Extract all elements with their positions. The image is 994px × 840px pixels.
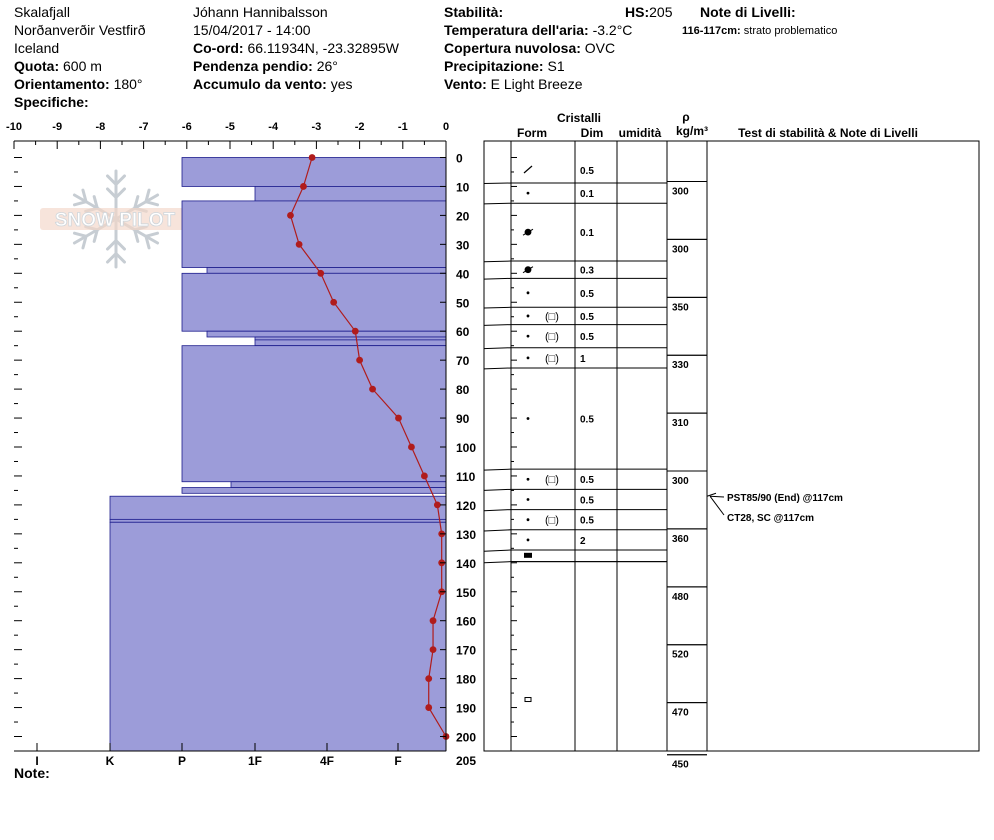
tests-header: Test di stabilità & Note di Livelli: [738, 126, 918, 140]
layer-note-label: 116-117cm:: [682, 25, 741, 37]
temp-point: [287, 212, 294, 219]
hardness-bars: [110, 158, 446, 751]
hardness-tick-label: F: [394, 753, 402, 768]
density-value: 520: [672, 649, 689, 661]
depth-tick-label: 20: [456, 209, 470, 224]
form-rounded-symbol: [527, 478, 530, 481]
form-rounded-symbol: [527, 417, 530, 420]
depth-tick-label: 30: [456, 238, 470, 253]
precip-value: S1: [547, 58, 565, 74]
watermark-text: SNOW PILOT: [54, 210, 176, 231]
temp-tick-label: -10: [6, 121, 22, 133]
country-name: Iceland: [14, 40, 60, 56]
density-value: 450: [672, 759, 689, 771]
temp-point: [421, 473, 428, 480]
air-temp-value: -3.2°C: [592, 22, 633, 38]
test-pointer: [710, 496, 724, 515]
coords-value: 66.11934N, -23.32895W: [247, 40, 399, 56]
temp-point: [430, 617, 437, 624]
layer-size: 2: [580, 535, 586, 547]
layer-connector: [484, 261, 511, 262]
form-rounded-symbol: [527, 539, 530, 542]
layer-size: 0.5: [580, 332, 594, 344]
temp-tick-label: -9: [52, 121, 63, 133]
depth-tick-label: 50: [456, 296, 470, 311]
layer-size: 0.1: [580, 228, 594, 240]
form-rounded-symbol: [527, 518, 530, 521]
temp-point: [352, 328, 359, 335]
form-crust-symbol: [525, 698, 531, 702]
layer-connector: [484, 307, 511, 308]
temp-point: [369, 386, 376, 393]
density-value: 300: [672, 476, 689, 488]
hardness-bar: [231, 482, 446, 488]
hardness-bar: [207, 331, 446, 337]
hardness-bar: [182, 201, 446, 268]
form-rounded-symbol: [527, 498, 530, 501]
depth-tick-label: 205: [456, 753, 477, 768]
depth-tick-label: 110: [456, 469, 476, 484]
hardness-bar: [182, 273, 446, 331]
stability-label: Stabilità:: [444, 4, 504, 20]
hardness-bar: [255, 337, 446, 340]
site-name: Skalafjall: [14, 4, 71, 20]
elevation-label: Quota:: [14, 58, 60, 74]
hardness-tick-label: K: [105, 753, 115, 768]
form-ice-symbol: [524, 553, 532, 558]
flake-branch: [74, 233, 86, 236]
form-precip-symbol: [524, 166, 532, 173]
notes-title-text: Note di Livelli:: [700, 4, 796, 20]
temp-point: [296, 241, 303, 248]
density-unit: kg/m³: [675, 124, 709, 138]
aspect-value: 180°: [113, 76, 143, 92]
hardness-bar: [207, 268, 446, 274]
hardness-bar: [110, 522, 446, 751]
layer-connector: [484, 510, 511, 511]
density-symbol: ρ: [682, 110, 690, 124]
temp-point: [395, 415, 402, 422]
hardness-bar: [255, 186, 446, 200]
slope-value: 26°: [316, 58, 338, 74]
density-value: 350: [672, 302, 689, 314]
hardness-tick-label: I: [35, 753, 39, 768]
temp-point: [356, 357, 363, 364]
size-header: Dim: [580, 126, 604, 140]
snowpilot-watermark: [40, 171, 190, 267]
form-header: Form: [517, 126, 547, 140]
flake-branch: [146, 233, 158, 236]
hardness-bar: [182, 488, 446, 494]
temp-point: [317, 270, 324, 277]
temp-point: [425, 704, 432, 711]
hardness-tick-label: 1F: [247, 753, 263, 768]
depth-tick-label: 180: [456, 672, 477, 687]
depth-tick-label: 100: [456, 441, 477, 455]
hardness-bar: [182, 346, 446, 482]
layer-connector: [484, 183, 511, 184]
stability-test-label: PST85/90 (End) @117cm: [727, 493, 843, 504]
test-arrow: [707, 493, 716, 496]
depth-tick-label: 140: [456, 556, 477, 571]
layer-size: 0.1: [580, 189, 594, 201]
hardness-tick-label: P: [177, 753, 187, 768]
wind-value: E Light Breeze: [490, 76, 583, 92]
observer-name: Jóhann Hannibalsson: [193, 4, 328, 20]
temp-point: [434, 502, 441, 509]
form-rounded-symbol: [527, 356, 530, 359]
density-value: 330: [672, 360, 689, 372]
density-value: 470: [672, 707, 689, 719]
depth-tick-label: 80: [456, 383, 470, 398]
depth-tick-label: 170: [456, 643, 477, 658]
wind-load-label: Accumulo da vento:: [193, 76, 327, 92]
hardness-bar: [255, 340, 446, 346]
hs-value: 205: [649, 4, 673, 20]
layer-connector: [484, 550, 511, 551]
layer-size: 0.5: [580, 311, 594, 323]
air-temp-label: Temperatura dell'aria:: [444, 22, 589, 38]
depth-tick-label: 90: [456, 412, 470, 427]
depth-tick-label: 70: [456, 354, 470, 369]
temp-tick-label: -7: [138, 121, 149, 133]
depth-tick-label: 150: [456, 585, 477, 600]
hardness-bar: [110, 496, 446, 519]
table-frame: [484, 141, 979, 751]
temp-tick-label: -5: [225, 121, 235, 133]
hs-label: HS:: [625, 4, 650, 20]
layer-connector: [484, 325, 511, 326]
layer-connector: [484, 278, 511, 279]
layer-size: 0.5: [580, 166, 594, 178]
stability-test-label: CT28, SC @117cm: [727, 513, 815, 524]
form-rounded-symbol: [527, 315, 530, 318]
flake-branch: [146, 202, 158, 205]
temp-tick-label: -4: [268, 121, 279, 133]
layer-connector: [484, 368, 511, 369]
test-pointer: [710, 496, 724, 497]
sky-label: Copertura nuvolosa:: [444, 40, 581, 56]
region-name: Norðanverðir Vestfirð: [14, 22, 146, 38]
layer-size: 0.5: [580, 288, 594, 300]
temp-tick-label: -6: [181, 121, 192, 133]
layer-size: 0.5: [580, 495, 594, 507]
hardness-bar: [182, 158, 446, 187]
depth-tick-label: 60: [456, 325, 470, 340]
layer-connector: [484, 469, 511, 470]
form-rounded-symbol: [527, 291, 530, 294]
density-value: 310: [672, 418, 689, 430]
wind-label: Vento:: [444, 76, 487, 92]
temp-point: [300, 183, 307, 190]
slope-label: Pendenza pendio:: [193, 58, 313, 74]
temp-point: [430, 646, 437, 653]
layer-size: 0.5: [580, 475, 594, 487]
layer-size: 0.5: [580, 414, 594, 426]
depth-tick-label: 120: [456, 498, 477, 513]
temp-tick-label: -3: [311, 121, 322, 133]
layer-size: 0.3: [580, 265, 594, 277]
sky-value: OVC: [584, 40, 616, 56]
layer-connector: [484, 203, 511, 204]
crystals-header: Cristalli: [556, 111, 602, 125]
depth-tick-label: 160: [456, 614, 477, 629]
specifics-label: Specifiche:: [14, 94, 89, 110]
form-rounded-symbol: [527, 192, 530, 195]
temp-point: [425, 675, 432, 682]
form-faceting-symbol: (□): [545, 352, 559, 365]
datetime: 15/04/2017 - 14:00: [193, 22, 311, 38]
temp-tick-label: -1: [397, 121, 408, 133]
layer-connector: [484, 562, 511, 563]
layer-table: [484, 110, 979, 771]
temp-point: [408, 444, 415, 451]
hardness-bar: [110, 519, 446, 522]
depth-tick-label: 190: [456, 701, 477, 716]
form-faceting-symbol: (□): [545, 514, 559, 527]
wind-load-value: yes: [330, 76, 353, 92]
layer-size: 1: [580, 353, 586, 365]
layer-connector: [484, 348, 511, 349]
hardness-tick-label: 4F: [319, 753, 335, 768]
elevation-value: 600 m: [63, 58, 102, 74]
note-label: Note:: [14, 765, 50, 781]
density-value: 360: [672, 533, 689, 545]
depth-tick-label: 40: [456, 267, 470, 282]
layer-size: 0.5: [580, 515, 594, 527]
coords-label: Co-ord:: [193, 40, 244, 56]
temp-tick-label: -8: [95, 121, 106, 133]
depth-tick-label: 0: [456, 151, 463, 166]
depth-tick-label: 130: [456, 527, 477, 542]
depth-tick-label: 10: [456, 180, 470, 195]
layer-connector: [484, 530, 511, 531]
form-faceting-symbol: (□): [545, 310, 559, 323]
density-value: 480: [672, 591, 689, 603]
precip-label: Precipitazione:: [444, 58, 544, 74]
density-value: 300: [672, 186, 689, 198]
flake-branch: [74, 202, 86, 205]
temp-point: [330, 299, 337, 306]
temp-tick-label: -2: [354, 121, 365, 133]
depth-tick-label: 200: [456, 730, 477, 745]
aspect-label: Orientamento:: [14, 76, 110, 92]
temp-tick-label: 0: [442, 121, 450, 133]
temp-point: [309, 154, 316, 161]
layer-connector: [484, 489, 511, 490]
density-value: 300: [672, 244, 689, 256]
form-rounded-symbol: [527, 335, 530, 338]
form-faceting-symbol: (□): [545, 331, 559, 344]
layer-note-text: strato problematico: [743, 25, 838, 37]
form-faceting-symbol: (□): [545, 474, 559, 487]
moisture-header: umidità: [618, 126, 662, 140]
